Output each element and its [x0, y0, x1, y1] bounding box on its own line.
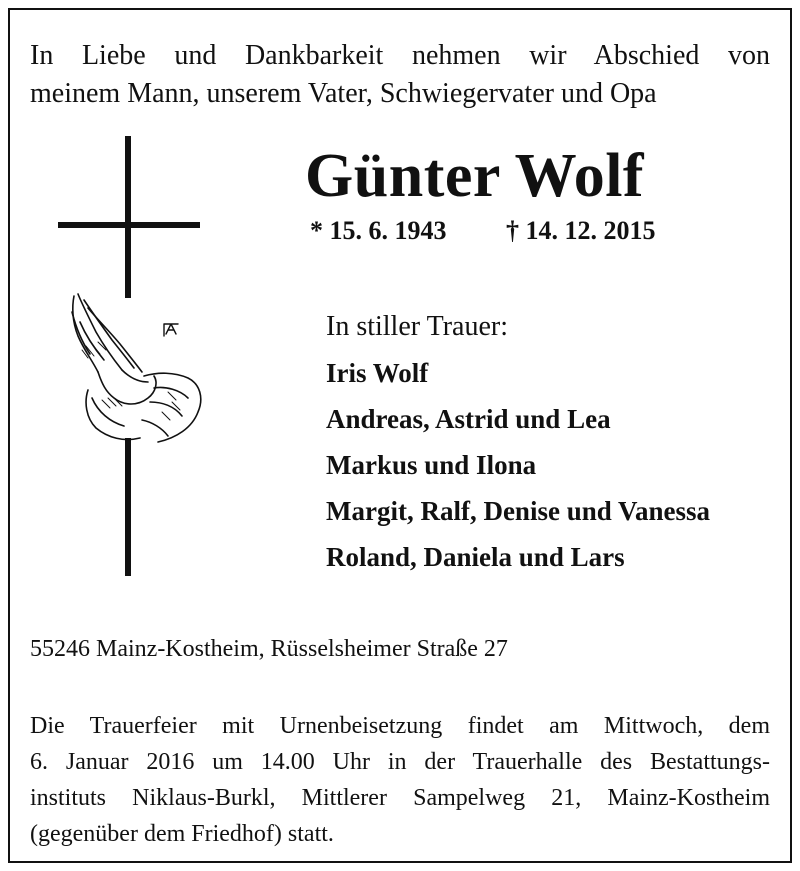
family-address: 55246 Mainz-Kostheim, Rüsselsheimer Straße 27	[30, 636, 508, 662]
birth-date: * 15. 6. 1943	[310, 216, 447, 245]
mourner-entry: Roland, Daniela und Lars	[326, 542, 625, 572]
mourners-list	[326, 304, 710, 580]
ceremony-line-2: 6. Januar 2016 um 14.00 Uhr in der Trauerhalle des Bestattungs-	[30, 749, 770, 775]
ceremony-line-3: instituts Niklaus-Burkl, Mittlerer Sampelweg 21, Mainz-Kostheim	[30, 785, 770, 811]
deceased-name: Günter Wolf	[305, 142, 645, 210]
death-date: † 14. 12. 2015	[506, 216, 656, 245]
mourners-heading: In stiller Trauer:	[326, 311, 508, 342]
cross-icon	[58, 136, 203, 576]
ceremony-line-4: (gegenüber dem Friedhof) statt.	[30, 821, 334, 847]
intro-text	[30, 37, 770, 113]
ceremony-line-1: Die Trauerfeier mit Urnenbeisetzung findet am Mittwoch, dem	[30, 713, 770, 739]
mourner-entry: Markus und Ilona	[326, 450, 537, 480]
praying-hands-icon	[72, 294, 201, 442]
mourner-entry: Iris Wolf	[326, 358, 429, 388]
intro-line-2: meinem Mann, unserem Vater, Schwiegervater und Opa	[30, 78, 657, 109]
intro-line-1: In Liebe und Dankbarkeit nehmen wir Abschied von	[30, 40, 770, 71]
mourner-entry: Margit, Ralf, Denise und Vanessa	[326, 496, 711, 526]
mourner-entry: Andreas, Astrid und Lea	[326, 404, 611, 434]
ceremony-details	[30, 708, 770, 852]
